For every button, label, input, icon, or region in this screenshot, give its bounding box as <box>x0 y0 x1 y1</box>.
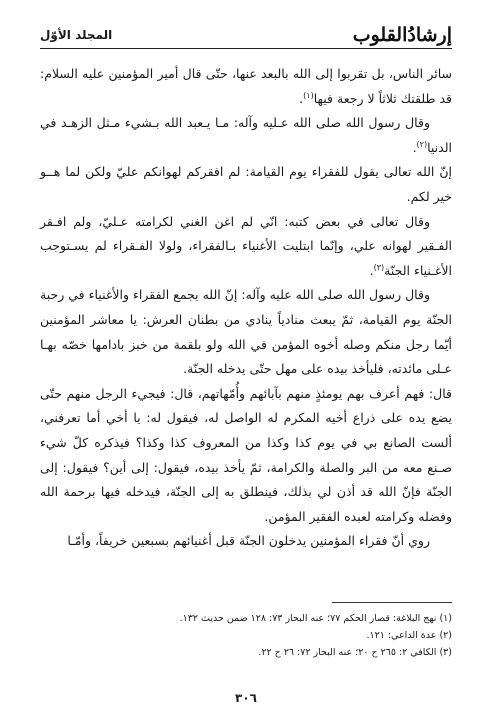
footnotes <box>40 610 452 661</box>
paragraph-text: روي أنّ فقراء المؤمنين يدخلون الجنّة قبل أغنيائهم بسبعين خريفاً، وأمّـا <box>67 533 430 549</box>
footnote-divider <box>332 602 452 603</box>
paragraph <box>40 160 452 209</box>
footnote-item: (٣) الكافي ٢: ٢٦٥ ح ٢٠؛ عنه البحار ٧٢: ٢٦ ح ٢٢. <box>258 647 452 658</box>
footnote-marker: (٣) <box>373 262 385 272</box>
paragraph <box>40 283 452 381</box>
book-title: إرشادُالقلوب <box>352 24 452 46</box>
paragraph-text: وقال رسول الله صلى الله عـليه وآله: مـا يـعبد الله بـشيء مـثل الزهـد في الدنيا <box>40 115 452 155</box>
footnote-marker: (١) <box>303 90 314 100</box>
paragraph-text: قال: فهم أعرف بهم يومئذٍ منهم بآبائهم وأُمّهاتهم، قال: فيجيء الرجل منهم حتّى يضع يده على ذراع أخيه المكرم له الواصل له، فيقول له: يا أخي أما تعرفني، ألست الصانع بي في يوم كذا وكذا من المعروف كذا وكذا؟ فيذكره كلّ شيء صـنع معه من البر والصلة والكرامة، ثمّ يأخذ بيده، فيقول: إلى أين؟ فيقول: إلى الجنّة فإنّ الله قد أذن لي بذلك، فينطلق به إلى الجنّة، فيدخله فيها برحمة الله وفضله وكرامته لعبده الفقير المؤمن. <box>40 385 452 524</box>
paragraph-text: سائر الناس، بل تقربوا إلى الله بالبعد عنها، حتّى قال أمير المؤمنين عليه السلام: قد طلقتك ثلاثاً لا رجعة فيها <box>40 66 452 106</box>
footnote-item: (١) نهج البلاغة: قصار الحكم ٧٧؛ عنه البحار ٧٣: ١٢٨ ضمن حديث ١٣٢. <box>179 613 452 624</box>
paragraph-text: وقال تعالى في بعض كتبه: انّي لم اغن الغني لكرامته عـليّ، ولم افـقر الفـقير لهوانه علي، وإنّما ابتليت الأغنياء بـالفقراء، ولولا الفـقراء لم يسـتوجب الأغـنياء الجنّة <box>40 213 452 278</box>
paragraph-text: إنّ الله تعالى يقول للفقراء يوم القيامة: لم افقركم لهوانكم عليّ ولكن لما هــو خير لكم. <box>40 164 452 204</box>
paragraph <box>40 382 452 530</box>
paragraph <box>40 529 452 554</box>
footnote-marker: (٢) <box>416 139 428 149</box>
header-divider <box>40 48 452 49</box>
volume-label: المجلد الأوّل <box>40 28 113 42</box>
running-header <box>40 14 452 48</box>
paragraph <box>40 62 452 111</box>
paragraph-end-punctuation: . <box>369 262 374 278</box>
paragraph-end-punctuation: . <box>299 90 304 106</box>
paragraph <box>40 210 452 284</box>
paragraph <box>40 111 452 160</box>
footnote-item: (٢) عدة الداعي: ١٢١. <box>366 630 452 641</box>
paragraph-end-punctuation: . <box>412 139 417 155</box>
page-number: ٣٠٦ <box>235 691 257 705</box>
paragraph-text: وقال رسول الله صلى الله عليه وآله: إنّ الله يجمع الفقراء والأغنياء في رحبة الجنّة يوم القيامة، ثمّ يبعث منادياً ينادي من بطنان العرش: يا معاشر المؤمنين أيّما رجل منكم وصله أخوه المؤمن في الله ولو بلقمة من خبز بادامها خصّه بهـا عـلى مائدته، فليأخذ بيده على مهل حتّى يدخله الجنّة. <box>40 287 452 377</box>
main-text <box>40 62 452 554</box>
